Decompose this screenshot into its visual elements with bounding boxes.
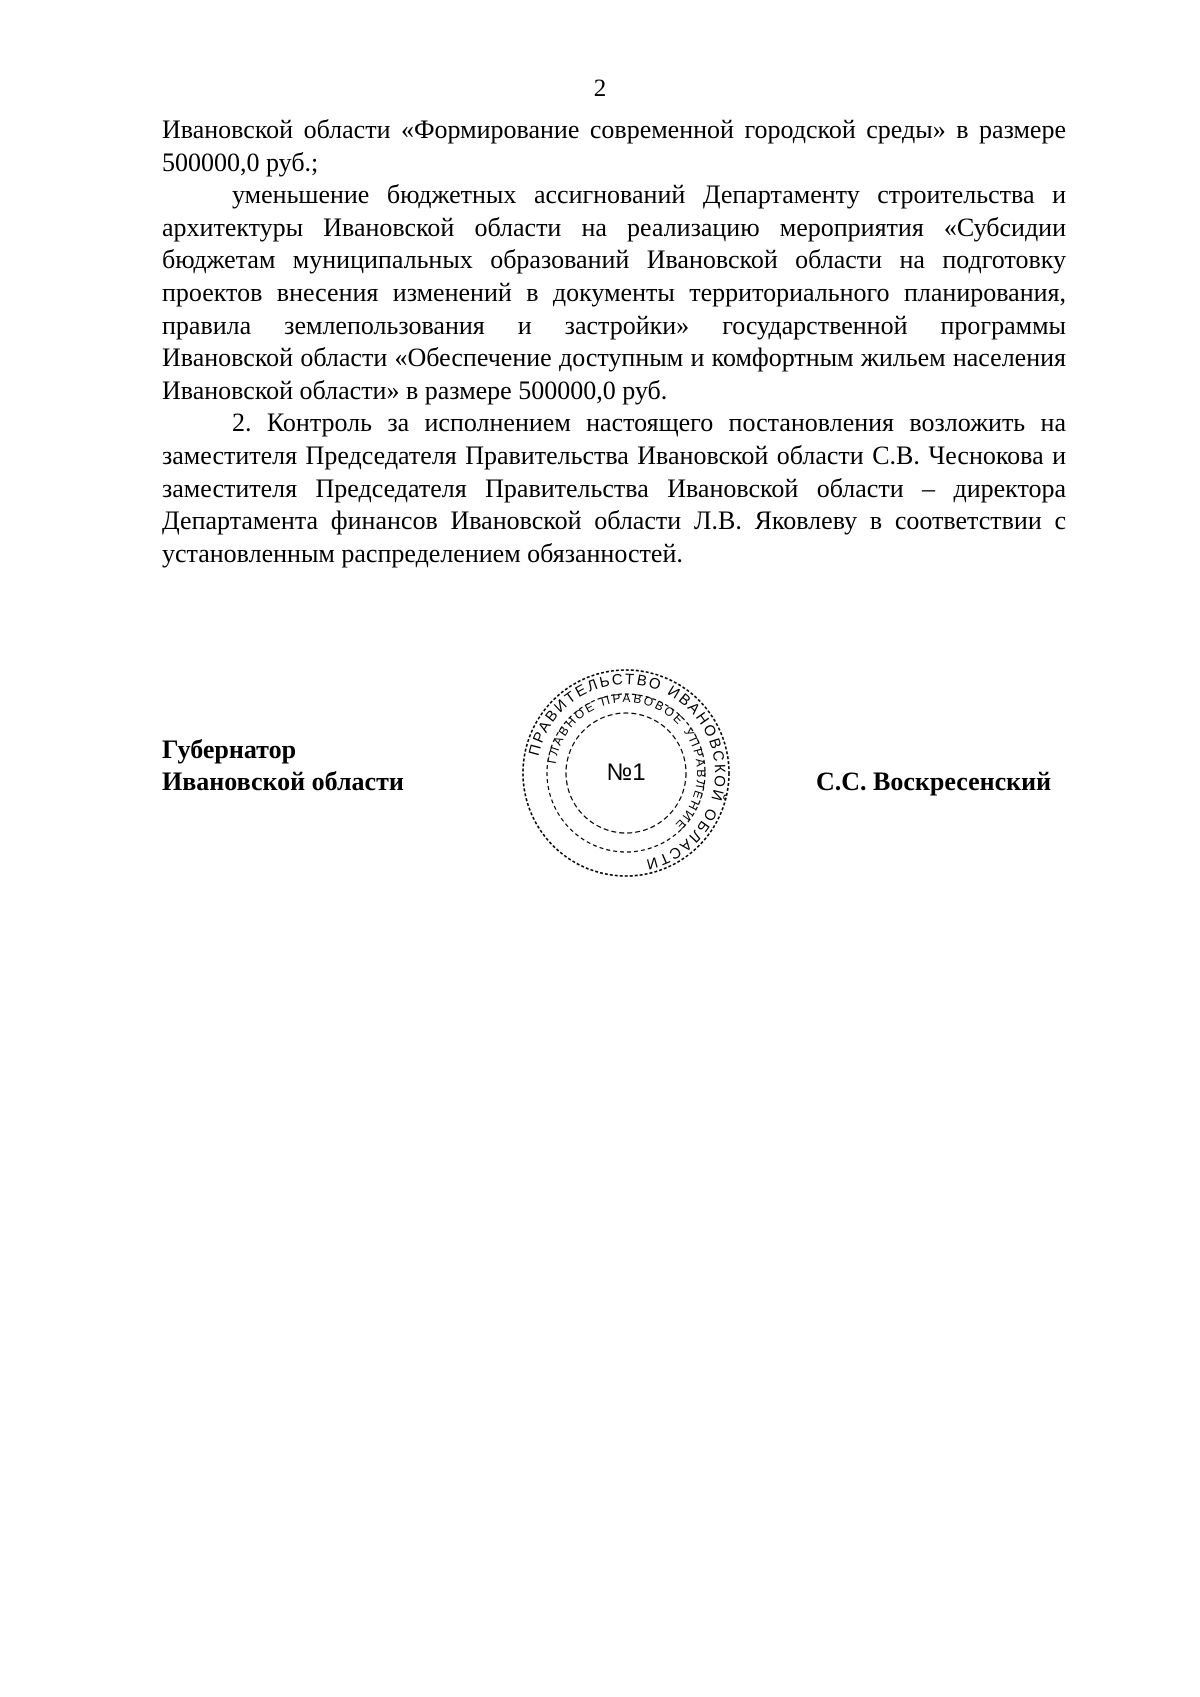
paragraph-line: обязанностей. [527,538,683,568]
paragraph-line: на заместителя Председателя Правительства Ивановской области [162,408,1066,470]
paragraph-line: территориального планирования, правила землепользования и застройки» [162,277,1066,340]
signatory-title-line-2: Ивановской области [162,767,404,796]
paragraph-line: «Субсидии бюджетам муниципальных образований Ивановской области [162,212,1066,275]
paragraph-line: 2. Контроль за исполнением настоящего постановления возложить [232,408,1026,438]
paragraph-line: Ивановской области «Формирование современной городской среды» в [162,115,969,144]
paragraph-line: Л.В. Яковлеву в соответствии с установленным распределением [162,506,1066,568]
document-paragraph [162,407,1066,570]
paragraph-line: и архитектуры Ивановской области на реализацию мероприятия [162,180,1067,242]
paragraph-line: С.В. Чеснокова и заместителя Председателя Правительства Ивановской [162,440,1067,503]
signatory-title [162,734,404,798]
paragraph-line: уменьшение бюджетных ассигнований Департаменту строительства [232,180,1035,210]
paragraph-line: области – директора Департамента финансов Ивановской области [162,473,1067,536]
page-number: 2 [593,75,607,102]
document-body [162,114,1066,570]
paragraph-line: размере 500000,0 руб.; [162,115,1067,177]
paragraph-line: размере 500000,0 руб. [424,375,668,405]
seal-number: №1 [606,759,646,786]
paragraph-line: доступным и комфортным жильем населения Ивановской области» в [162,343,1067,405]
signatory-title-line-1: Губернатор [162,735,297,764]
signatory-name: С.С. Воскресенский [816,767,1052,796]
official-seal [519,666,733,880]
paragraph-line: на подготовку проектов внесения изменений в документы [162,245,1066,307]
seal-outer-text: ПРАВИТЕЛЬСТВО ИВАНОВСКОЙ ОБЛАСТИ [525,670,729,874]
paragraph-line: государственной программы Ивановской области «Обеспечение [162,310,1066,373]
document-paragraph [162,114,1066,179]
seal-inner-text: ГЛАВНОЕ ПРАВОВОЕ УПРАВЛЕНИЕ [544,690,709,834]
document-paragraph [162,179,1066,407]
